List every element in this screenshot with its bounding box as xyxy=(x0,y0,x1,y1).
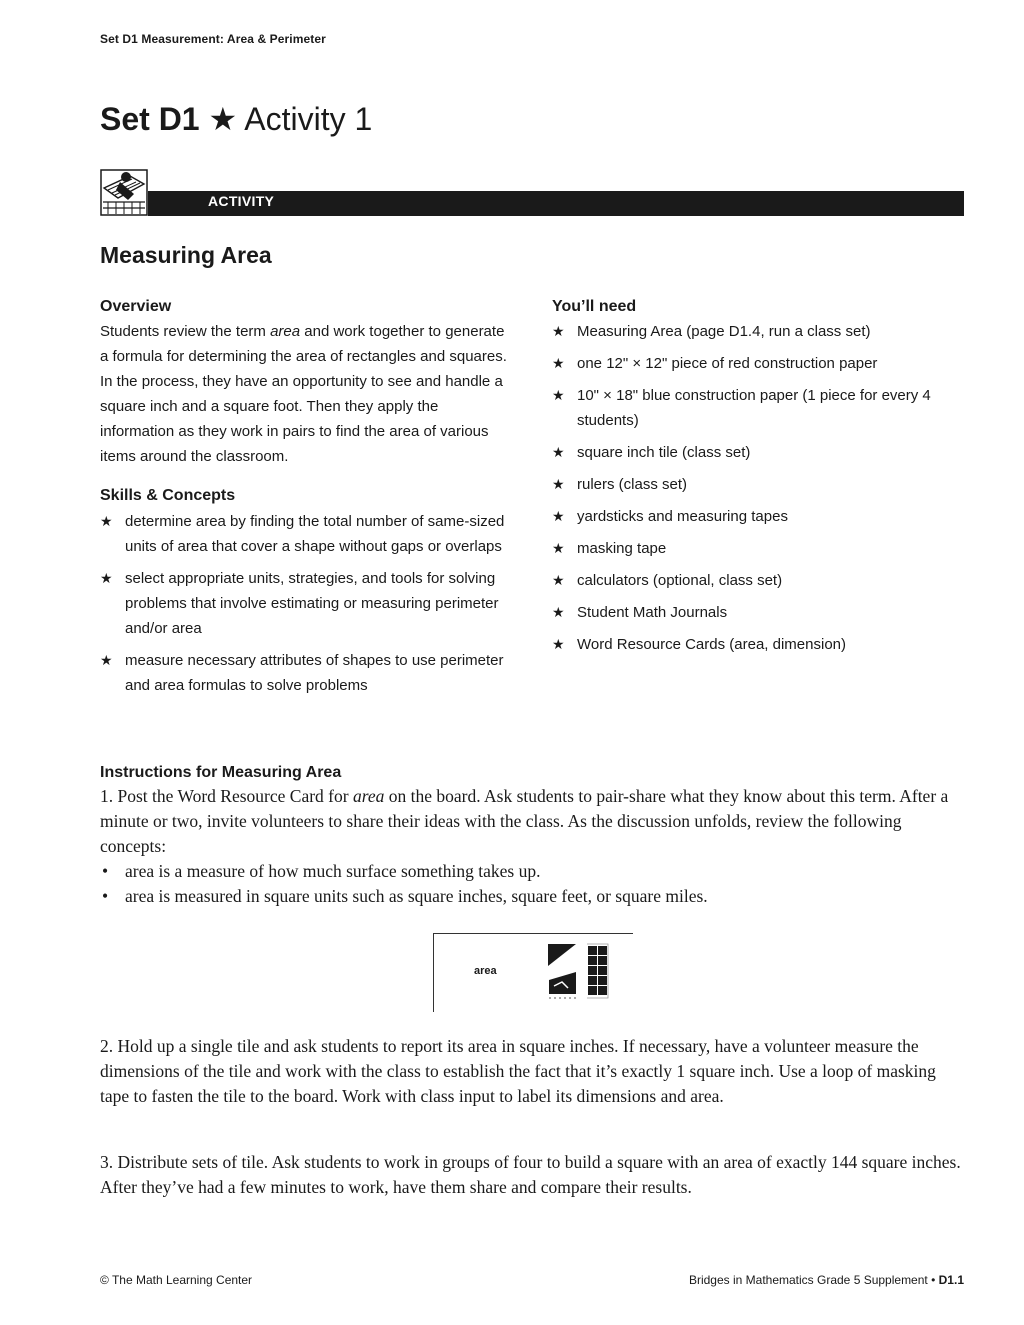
left-column xyxy=(100,296,510,698)
list-item: ★ 10" × 18" blue construction paper (1 piece for every 4 students) xyxy=(552,383,964,433)
list-item: ★ masking tape xyxy=(552,536,964,561)
star-icon: ★ xyxy=(208,101,238,137)
star-icon: ★ xyxy=(552,572,565,588)
area-illustration xyxy=(546,942,626,1004)
list-item: ★ measure necessary attributes of shapes to use perimeter and area formulas to solve problems xyxy=(100,648,510,698)
instructions-heading: Instructions for Measuring Area xyxy=(100,764,342,781)
instructions-section xyxy=(100,762,964,909)
list-item: ★ select appropriate units, strategies, and tools for solving problems that involve estimating or measuring perimeter and/or area xyxy=(100,566,510,641)
bullet-icon: • xyxy=(102,861,109,881)
footer-bullet: • xyxy=(931,1273,936,1287)
footer-title: Bridges in Mathematics Grade 5 Supplement xyxy=(688,1273,928,1287)
star-icon: ★ xyxy=(552,387,565,403)
activity-icon xyxy=(100,168,148,216)
star-icon: ★ xyxy=(100,513,113,529)
star-icon: ★ xyxy=(552,540,565,556)
list-item: ★ determine area by finding the total number of same-sized units of area that cover a shape without gaps or overlaps xyxy=(100,509,510,559)
overview-text: Students review the term area and work together to generate a formula for determining the area of rectangles and squares. In the process, they have an opportunity to see and handle a square inch and a square foot. Then they apply the information as they work in pairs to find the area of various items around the classroom. xyxy=(100,323,507,465)
footer-right xyxy=(689,1273,964,1287)
page-number: D1.1 xyxy=(938,1273,964,1287)
star-icon: ★ xyxy=(100,570,113,586)
list-item: ★ rulers (class set) xyxy=(552,472,964,497)
step-1: 1. Post the Word Resource Card for area on the board. Ask students to pair-share what they know about this term. After a minute or two, invite volunteers to share their ideas with the class. As the discussion unfolds, review the following concepts: xyxy=(100,786,949,856)
list-item: • area is a measure of how much surface something takes up. xyxy=(100,859,964,884)
running-head: Set D1 Measurement: Area & Perimeter xyxy=(100,32,326,46)
banner-bar xyxy=(148,191,964,216)
star-icon: ★ xyxy=(552,604,565,620)
list-item: ★ calculators (optional, class set) xyxy=(552,568,964,593)
star-icon: ★ xyxy=(552,444,565,460)
banner-label: ACTIVITY xyxy=(208,193,275,209)
star-icon: ★ xyxy=(552,508,565,524)
concept-list xyxy=(100,859,964,909)
star-icon: ★ xyxy=(552,323,565,339)
section-title: Measuring Area xyxy=(100,242,272,268)
step-1-term: area xyxy=(352,786,385,806)
list-item: ★ Student Math Journals xyxy=(552,600,964,625)
list-item: ★ Word Resource Cards (area, dimension) xyxy=(552,632,964,657)
page-title xyxy=(100,98,372,140)
needs-heading: You’ll need xyxy=(552,298,637,315)
overview-heading: Overview xyxy=(100,298,172,315)
bullet-icon: • xyxy=(102,886,109,906)
star-icon: ★ xyxy=(552,476,565,492)
list-item: ★ yardsticks and measuring tapes xyxy=(552,504,964,529)
list-item: ★ one 12" × 12" piece of red construction paper xyxy=(552,351,964,376)
star-icon: ★ xyxy=(552,355,565,371)
right-column xyxy=(552,296,964,657)
list-item: • area is measured in square units such as square inches, square feet, or square miles. xyxy=(100,884,964,909)
step-2: 2. Hold up a single tile and ask students to report its area in square inches. If necessary, have a volunteer measure the dimensions of the tile and work with the class to establish the fact that it’s exactly 1 square inch. Use a loop of masking tape to fasten the tile to the board. Work with class input to label its dimensions and area. xyxy=(100,1036,936,1106)
skills-list xyxy=(100,509,510,698)
step-3: 3. Distribute sets of tile. Ask students to work in groups of four to build a square with an area of exactly 144 square inches. After they’ve had a few minutes to work, have them share and compare their results. xyxy=(100,1152,961,1197)
overview-term: area xyxy=(270,323,301,340)
star-icon: ★ xyxy=(100,652,113,668)
list-item: ★ square inch tile (class set) xyxy=(552,440,964,465)
needs-list xyxy=(552,319,964,657)
card-label: area xyxy=(474,965,497,977)
title-set: Set D1 xyxy=(100,101,200,137)
list-item: ★ Measuring Area (page D1.4, run a class set) xyxy=(552,319,964,344)
skills-heading: Skills & Concepts xyxy=(100,487,236,504)
title-activity: Activity 1 xyxy=(244,101,373,137)
word-resource-card xyxy=(433,933,633,1012)
star-icon: ★ xyxy=(552,636,565,652)
activity-banner xyxy=(100,168,964,216)
footer-left: © The Math Learning Center xyxy=(100,1273,253,1287)
